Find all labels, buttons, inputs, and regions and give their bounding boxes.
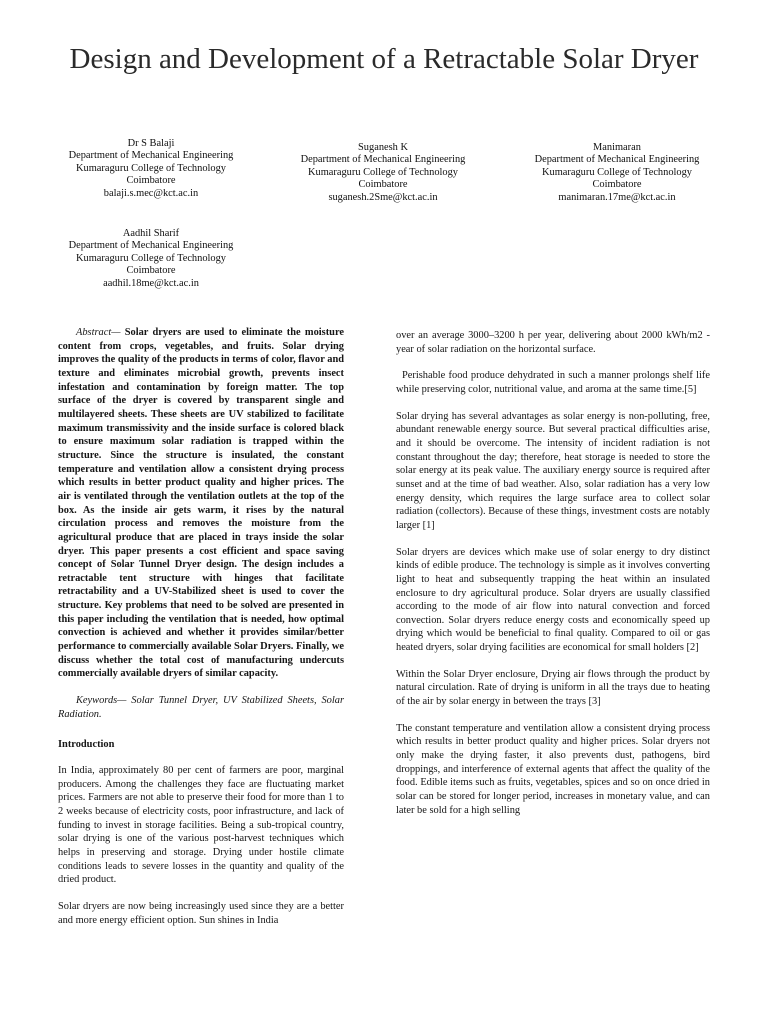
paragraph: Within the Solar Dryer enclosure, Drying air flows through the product by natural circulation. Rate of drying is uniform in all the trays due to heating of the air by solar energy in between the trays [3] [396,668,710,708]
author-city: Coimbatore [592,179,642,191]
author-city: Coimbatore [126,265,176,277]
author-block-4 [58,228,244,290]
paragraph: The constant temperature and ventilation allow a consistent drying process which results in better product quality and higher prices. Solar dryers not only make the drying faster, it also prevents dust, pathogens, bird droppings, and interference of external agents that affect the quality of the food. Edible items such as fruits, vegetables, spices and so on once dried in solar can be stored for longer period, increases in monetary value, and can later be sold for a high selling [396,722,710,816]
author-email: aadhil.18me@kct.ac.in [103,277,199,289]
author-name: Suganesh K [358,142,408,153]
section-heading-introduction: Introduction [58,739,115,751]
abstract-label: Abstract— [76,327,121,338]
author-college: Kumaraguru College of Technology [76,252,226,264]
paragraph: Solar drying has several advantages as solar energy is non-polluting, free, abundant renewable energy source. But several practical difficulties arise, and it should be overcome. The intensity of incident radiation is not constant throughout the day; therefore, heat storage is needed to store the solar energy at its peak value. The auxiliary energy source is required after sunset and at the time of bad weather. Also, solar radiation has a very low energy density, which requires the large surface area to collect solar radiation (collectors). Because of these things, investment costs are notably larger [1] [396,410,710,531]
author-department: Department of Mechanical Engineering [534,154,700,166]
author-city: Coimbatore [126,175,176,187]
author-department: Department of Mechanical Engineering [300,154,466,166]
author-email: suganesh.2Sme@kct.ac.in [328,191,438,203]
author-city: Coimbatore [358,179,408,191]
author-email: balaji.s.mec@kct.ac.in [103,187,199,199]
paragraph: Solar dryers are devices which make use of solar energy to dry distinct kinds of edible produce. The technology is simple as it involves converting light to heat and subsequently trapping the heat within an insulated enclosure to dry agricultural produce. Solar dryers are usually classified according to the mode of air flow into natural convection and forced convection. Solar dryers reduce energy costs and economically speed up drying which would be beneficial to final quality. Compared to oil or gas heated dryers, solar drying facilities are economical for small holders [2] [396,546,710,654]
paragraph: Perishable food produce dehydrated in such a manner prolongs shelf life while preserving color, nutritional value, and aroma at the same time.[5] [396,370,710,395]
author-name: Manimaran [593,142,641,153]
author-name: Dr S Balaji [127,138,175,149]
author-department: Department of Mechanical Engineering [68,240,234,252]
paragraph: over an average 3000–3200 h per year, delivering about 2000 kWh/m2 -year of solar radiation on the horizontal surface. [396,330,710,355]
author-college: Kumaraguru College of Technology [76,162,226,174]
author-department: Department of Mechanical Engineering [68,150,234,162]
paragraph: Solar dryers are now being increasingly used since they are a better and more energy efficient option. Sun shines in India [58,900,344,926]
right-column [396,329,710,830]
author-name: Aadhil Sharif [122,228,180,239]
author-college: Kumaraguru College of Technology [542,166,692,178]
author-college: Kumaraguru College of Technology [308,166,458,178]
abstract-text: Solar dryers are used to eliminate the moisture content from crops, vegetables, and fruits. Solar drying improves the quality of the products in terms of color, flavor and texture and eliminates microbial growth, prevents insect infestation and contamination by foreign matter. The top surface of the dryer is covered by transparent single and multilayered sheets. These sheets are UV stabilized to facilitate maximum transmissivity and the inside surface is colored black to ensure maximum solar radiation is trapped within the structure. Since the structure is insulated, the constant temperature and ventilation allow a consistent drying process which results in better product quality and higher prices. The air is ventilated through the ventilation outlets at the top of the box. As the inside air gets warm, it rises by the natural circulation process and removes the moisture from the agricultural produce that are placed in trays inside the solar dryer. This paper presents a cost efficient and space saving concept of Solar Tunnel Dryer design. The design includes a retractable tent structure with hinges that facilitate retractability and a UV-Stabilized sheet is used to cover the structure. Key problems that need to be solved are presented in this paper including the ventilation that is needed, how optimal convection is achieved and whether it provides similar/better performance to commercially available Solar Dryers. Finally, we discuss whether the total cost of manufacturing undercuts commercially available dryers of similar capacity. [58,327,344,680]
author-email: manimaran.17me@kct.ac.in [558,191,676,203]
author-block-3 [522,142,712,204]
author-block-2 [290,142,476,204]
paragraph: In India, approximately 80 per cent of farmers are poor, marginal producers. Among the challenges they face are fluctuating market prices. Farmers are not able to preserve their food for more than 1 to 2 weeks because of electricity costs, poor infrastructure, and lack of funding to invest in storage facilities. Being a sub-tropical country, solar drying is one of the various post-harvest techniques which helps in preserving and storage. Drying under hostile climate conditions leads to severe losses in the quantity and quality of the dried product. [58,765,344,886]
author-block-1 [58,138,244,200]
left-column [58,326,344,940]
keywords: Keywords— Solar Tunnel Dryer, UV Stabilized Sheets, Solar Radiation. [58,695,344,720]
paper-title: Design and Development of a Retractable Solar Dryer [69,43,699,75]
abstract [58,326,344,681]
